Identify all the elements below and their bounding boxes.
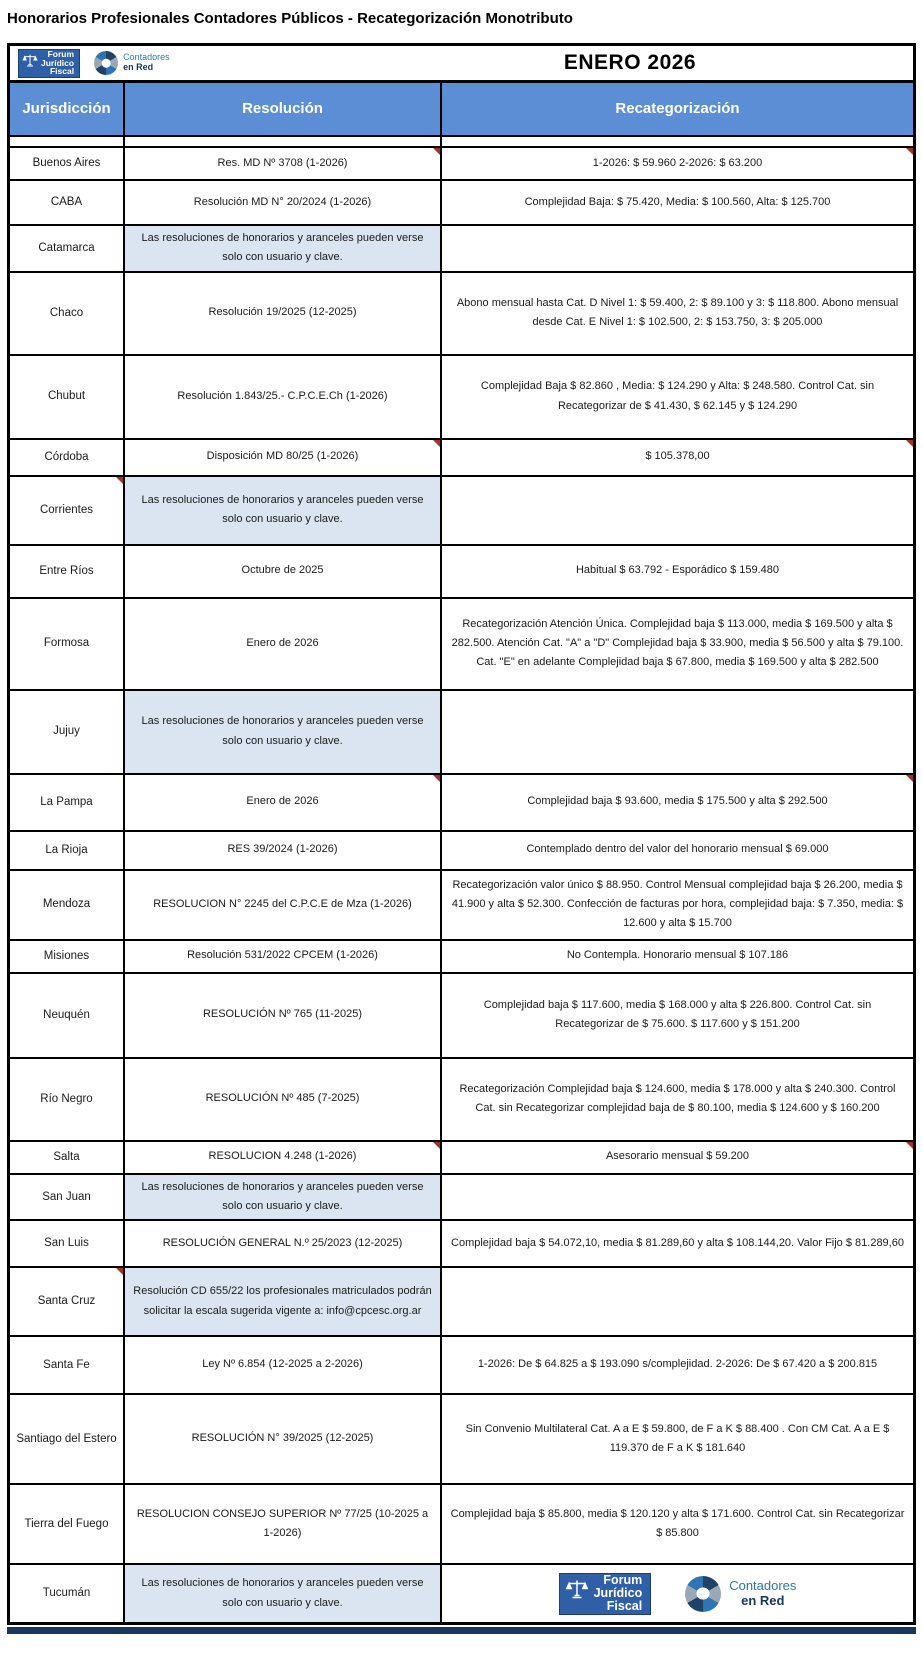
table-row: [10, 224, 913, 271]
resolution-cell: [123, 440, 440, 475]
forum-logo-line3: Fiscal: [49, 66, 75, 77]
resolution-cell: [123, 1142, 440, 1173]
table-row: [10, 1266, 913, 1335]
table-row: [10, 1140, 913, 1173]
recategorization-cell: [440, 356, 913, 438]
jurisdiction-cell: [10, 1175, 123, 1220]
recategorization-text: Recategorización Atención Única. Complejidad baja $ 113.000, media $ 169.500 y alta $ 282.500. Atención Cat. "A" a "D" Complejidad baja $ 33.900, media $ 56.500 y alta $ 79.100. Cat. "E" en adelante Complejidad baja $ 67.800, media $ 169.500 y alta $ 282.500: [451, 617, 904, 669]
recategorization-text: Complejidad baja $ 54.072,10, media $ 81.289,60 y alta $ 108.144,20. Valor Fijo $ 81.289,60: [451, 1236, 904, 1249]
resolution-cell: [123, 356, 440, 438]
recategorization-text: Complejidad Baja: $ 75.420, Media: $ 100.560, Alta: $ 125.700: [524, 195, 831, 208]
resolution-text: Las resoluciones de honorarios y aranceles pueden verse solo con usuario y clave.: [141, 715, 424, 747]
jurisdiction-cell: [10, 871, 123, 939]
table-row: [10, 1393, 913, 1483]
resolution-cell: [123, 1337, 440, 1393]
resolution-cell: [123, 477, 440, 544]
table-row: [10, 939, 913, 972]
forum-logo-line1: Forum: [47, 48, 75, 59]
table-row: [10, 597, 913, 689]
recategorization-cell: [440, 1337, 913, 1393]
comment-marker: [116, 1268, 123, 1275]
recategorization-cell: [440, 1221, 913, 1266]
table-row: [10, 544, 913, 597]
jurisdiction-label: CABA: [50, 196, 83, 209]
jurisdiction-label: Misiones: [43, 949, 90, 962]
jurisdiction-cell: [10, 356, 123, 438]
scales-icon: [565, 1578, 589, 1609]
jurisdiction-cell: [10, 440, 123, 475]
comment-marker: [906, 1142, 913, 1149]
resolution-text: RESOLUCION 4.248 (1-2026): [208, 1150, 357, 1163]
resolution-text: Las resoluciones de honorarios y aranceles pueden verse solo con usuario y clave.: [141, 493, 424, 525]
recategorization-cell: [440, 871, 913, 939]
column-header-recategorizacion: Recategorización: [440, 83, 913, 135]
resolution-text: Resolución MD N° 20/2024 (1-2026): [193, 195, 372, 208]
jurisdiction-label: Chaco: [49, 306, 84, 319]
jurisdiction-label: Tucumán: [42, 1587, 91, 1600]
resolution-text: RESOLUCION CONSEJO SUPERIOR Nº 77/25 (10-2025 a 1-2026): [136, 1507, 429, 1539]
resolution-text: Ley Nº 6.854 (12-2025 a 2-2026): [202, 1358, 363, 1371]
recategorization-text: Abono mensual hasta Cat. D Nivel 1: $ 59.400, 2: $ 89.100 y 3: $ 118.800. Abono mensual desde Cat. E Nivel 1: $ 102.500, 2: $ 153.750, 3: $ 205.000: [456, 296, 899, 328]
resolution-text: RESOLUCIÓN Nº 485 (7-2025): [205, 1092, 360, 1105]
recategorization-text: Recategorización Complejidad baja $ 124.600, media $ 178.000 y alta $ 240.300. Control Cat. sin Recategorizar complejidad baja de $ 80.100, media $ 124.600 y $ 160.200: [459, 1082, 896, 1114]
jurisdiction-label: Chubut: [47, 390, 86, 403]
resolution-text: Las resoluciones de honorarios y aranceles pueden verse solo con usuario y clave.: [141, 1180, 424, 1212]
comment-marker: [433, 1142, 440, 1149]
resolution-cell: [123, 273, 440, 354]
forum-juridico-fiscal-logo: [18, 49, 80, 78]
jurisdiction-cell: [10, 941, 123, 972]
jurisdiction-label: Tierra del Fuego: [24, 1517, 109, 1530]
jurisdiction-cell: [10, 1221, 123, 1266]
recategorization-text: $ 105.378,00: [645, 450, 710, 463]
recategorization-cell: [440, 181, 913, 224]
jurisdiction-cell: [10, 1142, 123, 1173]
jurisdiction-label: Santiago del Estero: [16, 1432, 117, 1445]
resolution-text: RESOLUCION N° 2245 del C.P.C.E de Mza (1-2026): [153, 897, 412, 910]
resolution-cell: [123, 1059, 440, 1140]
table-body: [10, 146, 913, 1622]
comment-marker: [906, 775, 913, 782]
contadores-label: Contadores: [729, 1578, 797, 1594]
recategorization-text: No Contempla. Honorario mensual $ 107.186: [566, 949, 789, 962]
resolution-cell: [123, 1268, 440, 1335]
resolution-cell: [123, 1221, 440, 1266]
forum-logo-line3: Fiscal: [606, 1599, 643, 1614]
header-row: [10, 83, 913, 137]
jurisdiction-cell: [10, 1337, 123, 1393]
honorarios-table: [7, 43, 916, 1625]
jurisdiction-cell: [10, 226, 123, 271]
jurisdiction-label: Jujuy: [53, 725, 80, 738]
recategorization-cell: [440, 1565, 913, 1622]
recategorization-cell: [440, 148, 913, 179]
recategorization-cell: [440, 1485, 913, 1563]
recategorization-cell: [440, 1268, 913, 1335]
table-row: [10, 1057, 913, 1140]
table-row: [10, 179, 913, 224]
resolution-text: Octubre de 2025: [241, 564, 324, 577]
table-row: [10, 1219, 913, 1266]
jurisdiction-label: Córdoba: [44, 450, 89, 463]
table-row: [10, 1483, 913, 1563]
table-row: [10, 1173, 913, 1220]
spacer-row: [10, 137, 913, 146]
resolution-text: Las resoluciones de honorarios y aranceles pueden verse solo con usuario y clave.: [141, 232, 424, 264]
recategorization-cell: [440, 226, 913, 271]
resolution-text: RES 39/2024 (1-2026): [227, 843, 338, 856]
period-label: ENERO 2026: [563, 51, 697, 74]
resolution-text: Resolución 531/2022 CPCEM (1-2026): [187, 949, 378, 962]
jurisdiction-cell: [10, 1395, 123, 1483]
jurisdiction-label: San Juan: [42, 1190, 91, 1203]
resolution-cell: [123, 1485, 440, 1563]
recategorization-cell: [440, 546, 913, 597]
jurisdiction-label: Santa Fe: [43, 1358, 90, 1371]
resolution-text: Disposición MD 80/25 (1-2026): [206, 450, 359, 463]
shutter-icon: [685, 1576, 721, 1612]
recategorization-cell: [440, 1395, 913, 1483]
jurisdiction-cell: [10, 599, 123, 689]
table-row: [10, 354, 913, 438]
jurisdiction-label: Buenos Aires: [32, 157, 101, 170]
shutter-icon: [94, 51, 118, 75]
resolution-cell: [123, 1395, 440, 1483]
recategorization-cell: [440, 1142, 913, 1173]
contadores-en-red-logo: [685, 1576, 796, 1612]
table-row: [10, 438, 913, 475]
contadores-label: Contadores: [123, 52, 170, 63]
resolution-text: Enero de 2026: [246, 636, 319, 649]
resolution-text: RESOLUCIÓN N° 39/2025 (12-2025): [191, 1432, 374, 1445]
recategorization-cell: [440, 832, 913, 869]
recategorization-cell: [440, 941, 913, 972]
jurisdiction-cell: [10, 1565, 123, 1622]
jurisdiction-cell: [10, 477, 123, 544]
comment-marker: [433, 148, 440, 155]
recategorization-cell: [440, 477, 913, 544]
recategorization-text: Recategorización valor único $ 88.950. Control Mensual complejidad baja $ 26.200, media $ 41.900 y alta $ 52.300. Confección de facturas por hora, complejidad baja: $ 7.350, media: $ 12.600 y alta $ 15.700: [451, 878, 904, 930]
comment-marker: [116, 477, 123, 484]
resolution-cell: [123, 974, 440, 1057]
jurisdiction-label: La Rioja: [45, 843, 88, 856]
table-row: [10, 830, 913, 869]
resolution-cell: [123, 1565, 440, 1622]
recategorization-text: Habitual $ 63.792 - Esporádico $ 159.480: [575, 564, 780, 577]
forum-logo-line2: Jurídico: [41, 57, 75, 68]
jurisdiction-cell: [10, 273, 123, 354]
jurisdiction-label: Río Negro: [40, 1092, 93, 1105]
resolution-text: Resolución 1.843/25.- C.P.C.E.Ch (1-2026): [177, 389, 388, 402]
table-row: [10, 271, 913, 354]
resolution-cell: [123, 148, 440, 179]
table-row: [10, 1335, 913, 1393]
table-row: [10, 1563, 913, 1622]
resolution-text: Resolución CD 655/22 los profesionales matriculados podrán solicitar la escala sugerida vigente a: info@cpcesc.org.ar: [133, 1285, 432, 1317]
resolution-cell: [123, 775, 440, 830]
resolution-text: RESOLUCIÓN GENERAL N.º 25/2023 (12-2025): [162, 1236, 403, 1249]
table-row: [10, 869, 913, 939]
en-red-label: en Red: [741, 1592, 785, 1608]
table-row: [10, 146, 913, 179]
recategorization-text: 1-2026: $ 59.960 2-2026: $ 63.200: [592, 156, 763, 169]
jurisdiction-label: Mendoza: [42, 898, 91, 911]
recategorization-cell: [440, 691, 913, 773]
resolution-text: Enero de 2026: [246, 795, 319, 808]
forum-logo-line2: Jurídico: [593, 1585, 643, 1600]
logo-band: [10, 46, 913, 83]
recategorization-cell: [440, 440, 913, 475]
recategorization-text: Contemplado dentro del valor del honorario mensual $ 69.000: [526, 843, 829, 856]
resolution-cell: [123, 599, 440, 689]
column-header-jurisdiccion: Jurisdicción: [10, 83, 123, 135]
jurisdiction-label: Entre Ríos: [39, 564, 94, 577]
table-row: [10, 773, 913, 830]
resolution-cell: [123, 1175, 440, 1220]
contadores-en-red-logo: [94, 51, 170, 75]
recategorization-text: Asesorario mensual $ 59.200: [605, 1150, 750, 1163]
resolution-cell: [123, 832, 440, 869]
comment-marker: [433, 775, 440, 782]
jurisdiction-cell: [10, 832, 123, 869]
resolution-text: Las resoluciones de honorarios y aranceles pueden verse solo con usuario y clave.: [141, 1577, 424, 1609]
jurisdiction-cell: [10, 181, 123, 224]
en-red-label: en Red: [123, 62, 154, 72]
jurisdiction-label: Formosa: [43, 637, 90, 650]
table-row: [10, 972, 913, 1057]
table-row: [10, 475, 913, 544]
jurisdiction-label: Santa Cruz: [37, 1295, 96, 1308]
recategorization-text: Complejidad baja $ 85.800, media $ 120.120 y alta $ 171.600. Control Cat. sin Recategorizar $ 85.800: [450, 1507, 905, 1539]
jurisdiction-label: La Pampa: [40, 795, 93, 808]
jurisdiction-cell: [10, 1059, 123, 1140]
recategorization-text: Complejidad Baja $ 82.860 , Media: $ 124.290 y Alta: $ 248.580. Control Cat. sin Recategorizar de $ 41.430, $ 62.145 y $ 124.290: [480, 380, 875, 412]
jurisdiction-label: Catamarca: [38, 242, 95, 255]
jurisdiction-label: San Luis: [44, 1237, 89, 1250]
jurisdiction-cell: [10, 546, 123, 597]
recategorization-cell: [440, 599, 913, 689]
recategorization-text: Sin Convenio Multilateral Cat. A a E $ 59.800, de F a K $ 88.400 . Con CM Cat. A a E $ 119.370 de F a K $ 181.640: [465, 1422, 890, 1454]
column-header-resolucion: Resolución: [123, 83, 440, 135]
jurisdiction-label: Salta: [53, 1150, 80, 1163]
recategorization-cell: [440, 1059, 913, 1140]
jurisdiction-cell: [10, 974, 123, 1057]
recategorization-text: Complejidad baja $ 117.600, media $ 168.000 y alta $ 226.800. Control Cat. sin Recategorizar de $ 75.600. $ 117.600 y $ 151.200: [483, 998, 872, 1030]
resolution-text: RESOLUCIÓN Nº 765 (11-2025): [202, 1008, 363, 1021]
resolution-cell: [123, 546, 440, 597]
resolution-text: Res. MD Nº 3708 (1-2026): [217, 156, 348, 169]
comment-marker: [906, 148, 913, 155]
recategorization-text: 1-2026: De $ 64.825 a $ 193.090 s/complejidad. 2-2026: De $ 67.420 a $ 200.815: [477, 1358, 878, 1371]
footer-bar: [7, 1627, 916, 1634]
jurisdiction-cell: [10, 148, 123, 179]
recategorization-cell: [440, 974, 913, 1057]
forum-juridico-fiscal-logo: [559, 1573, 652, 1615]
jurisdiction-cell: [10, 691, 123, 773]
jurisdiction-cell: [10, 775, 123, 830]
comment-marker: [433, 440, 440, 447]
recategorization-cell: [440, 1175, 913, 1220]
resolution-cell: [123, 226, 440, 271]
page-title: Honorarios Profesionales Contadores Públicos - Recategorización Monotributo: [7, 10, 573, 27]
forum-logo-line1: Forum: [603, 1572, 643, 1587]
scales-icon: [22, 53, 38, 74]
resolution-cell: [123, 941, 440, 972]
recategorization-cell: [440, 273, 913, 354]
resolution-text: Resolución 19/2025 (12-2025): [208, 306, 357, 319]
table-row: [10, 689, 913, 773]
recategorization-cell: [440, 775, 913, 830]
jurisdiction-label: Corrientes: [39, 503, 94, 516]
comment-marker: [906, 440, 913, 447]
jurisdiction-cell: [10, 1268, 123, 1335]
jurisdiction-cell: [10, 1485, 123, 1563]
recategorization-text: Complejidad baja $ 93.600, media $ 175.500 y alta $ 292.500: [527, 795, 828, 808]
resolution-cell: [123, 181, 440, 224]
resolution-cell: [123, 871, 440, 939]
resolution-cell: [123, 691, 440, 773]
jurisdiction-label: Neuquén: [43, 1008, 90, 1021]
